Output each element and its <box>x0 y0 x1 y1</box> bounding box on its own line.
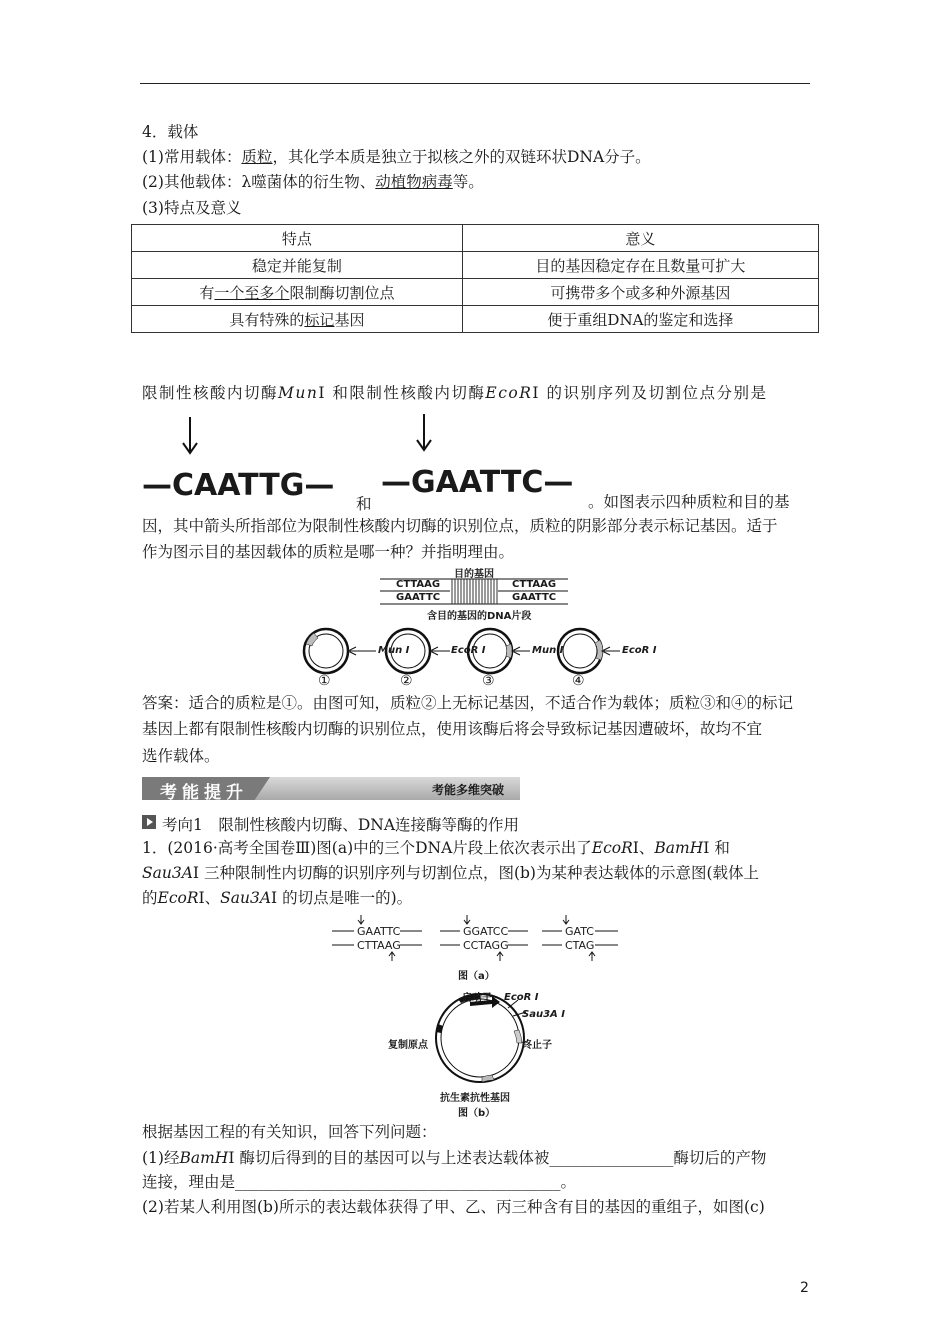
answer-blank[interactable]: __________________________________________ <box>235 1173 561 1191</box>
text-line <box>142 1148 766 1168</box>
plasmid-number: ① <box>318 673 331 689</box>
sequence-label: GAATTC <box>512 592 557 603</box>
origin-label: 复制原点 <box>388 1040 428 1051</box>
enzyme-label: EcoR Ⅰ <box>504 992 539 1003</box>
text: 和 <box>356 495 372 513</box>
text-line: (3)特点及意义 <box>142 199 242 217</box>
underlined-answer: 一个至多个 <box>214 283 290 302</box>
text: (2)其他载体：λ噬菌体的衍生物、 <box>142 173 376 191</box>
text-line <box>142 838 730 858</box>
banner-title: 考能提升 <box>160 783 248 803</box>
plasmid-4 <box>558 629 620 673</box>
text: 限制性核酸内切酶 <box>142 384 279 402</box>
text: Ⅰ 的切点是唯一的)。 <box>271 889 413 907</box>
text-line <box>142 147 651 167</box>
eco-recognition-sequence: —GAATTC— <box>381 465 574 500</box>
terminator-label: 终止子 <box>522 1040 552 1051</box>
resistance-gene-label: 抗生素抗性基因 <box>440 1093 510 1104</box>
answer-line: 答案：适合的质粒是①。由图可知，质粒②上无标记基因，不适合作为载体；质粒③和④的标记 <box>142 694 794 712</box>
enzyme-name: EcoR <box>485 384 533 402</box>
enzyme-name: BamH <box>654 839 704 857</box>
text: Ⅰ 酶切后得到的目的基因可以与上述表达载体被 <box>228 1149 550 1167</box>
enzyme-label: Sau3A Ⅰ <box>522 1009 565 1020</box>
text: 的 <box>142 889 158 907</box>
text: 等。 <box>452 173 484 191</box>
text-line <box>142 1172 576 1192</box>
enzyme-name: Sau3A <box>142 864 193 882</box>
answer-blank[interactable]: ________________ <box>549 1149 674 1167</box>
text: Ⅰ、 <box>198 889 221 907</box>
text: 限制酶切割位点 <box>289 283 395 302</box>
plasmid-number: ② <box>400 673 413 689</box>
table-row <box>132 279 819 306</box>
page-number: 2 <box>800 1280 809 1296</box>
plasmid-number: ④ <box>572 673 585 689</box>
figure-caption: 图（a） <box>458 971 495 982</box>
sequence-label: CCTAGG <box>463 939 509 952</box>
text: Ⅰ、 <box>632 839 655 857</box>
section-banner <box>142 777 520 803</box>
text: 有 <box>199 283 215 302</box>
enzyme-name: BamH <box>179 1149 229 1167</box>
enzyme-name: EcoR <box>157 889 199 907</box>
table-row <box>132 306 819 333</box>
enzyme-label: EcoR Ⅰ <box>451 645 486 656</box>
text: 酶切后的产物 <box>673 1149 767 1167</box>
table-cell: 便于重组DNA的鉴定和选择 <box>462 306 818 333</box>
play-icon <box>142 815 156 829</box>
text: 。如图表示四种质粒和目的基 <box>588 493 790 511</box>
sequence-label: GATC <box>565 925 594 938</box>
sequence-label: CTTAAG <box>512 579 557 590</box>
text-line <box>142 863 759 883</box>
plasmid-1 <box>304 629 376 673</box>
down-arrow-icon <box>180 415 200 455</box>
text-line: (2)若某人利用图(b)所示的表达载体获得了甲、乙、丙三种含有目的基因的重组子，如图(c) <box>142 1198 765 1216</box>
sequence-label: GGATCC <box>463 925 509 938</box>
text: Ⅰ 和 <box>703 839 730 857</box>
table-cell <box>132 279 463 306</box>
sequence-label: CTTAAG <box>357 939 401 952</box>
answer-line: 基因上都有限制性核酸内切酶的识别位点，使用该酶后将会导致标记基因遭破坏，故均不宜 <box>142 720 763 738</box>
plasmid-number: ③ <box>482 673 495 689</box>
enzyme-name: Sau3A <box>220 889 272 907</box>
section-heading: 4．载体 <box>142 123 199 141</box>
text: (1)经 <box>142 1149 180 1167</box>
text-line: 根据基因工程的有关知识，回答下列问题： <box>142 1123 437 1141</box>
mun-recognition-sequence: —CAATTG— <box>142 468 335 503</box>
text-line: 作为图示目的基因载体的质粒是哪一种？并指明理由。 <box>142 543 515 561</box>
text: 。 <box>560 1173 577 1191</box>
down-arrow-icon <box>414 412 434 452</box>
sequence-label: CTTAAG <box>396 579 441 590</box>
underlined-answer: 质粒 <box>241 148 273 166</box>
table-cell: 稳定并能复制 <box>132 252 463 279</box>
text: Ⅰ 的识别序列及切割位点分别是 <box>532 384 768 402</box>
text-line <box>142 172 484 192</box>
underlined-answer: 动植物病毒 <box>375 173 453 191</box>
figure-caption: 含目的基因的DNA片段 <box>427 611 532 622</box>
text-line: 因，其中箭头所指部位为限制性核酸内切酶的识别位点，质粒的阴影部分表示标记基因。适于 <box>142 517 778 535</box>
table-cell <box>132 306 463 333</box>
table-header-row <box>132 225 819 252</box>
table-row <box>132 252 819 279</box>
enzyme-label: EcoR Ⅰ <box>622 645 657 656</box>
answer-line: 选作载体。 <box>142 747 220 765</box>
underlined-answer: 标记 <box>304 310 335 329</box>
table-cell: 目的基因稳定存在且数量可扩大 <box>462 252 818 279</box>
enzyme-name: Mun <box>278 384 319 402</box>
text: 具有特殊的 <box>229 310 305 329</box>
promoter-label: 启动子 <box>462 993 492 1004</box>
features-table <box>131 224 819 333</box>
text: ，其化学本质是独立于拟核之外的双链环状DNA分子。 <box>272 148 651 166</box>
enzyme-name: EcoR <box>591 839 633 857</box>
sequence-label: GAATTC <box>396 592 441 603</box>
sequence-label: CTAG <box>565 939 595 952</box>
text: 1．(2016·高考全国卷Ⅲ)图(a)中的三个DNA片段上依次表示出了 <box>142 839 592 857</box>
text: (1)常用载体： <box>142 148 242 166</box>
enzyme-label: Mun Ⅰ <box>378 645 410 656</box>
banner-subtitle: 考能多维突破 <box>432 783 505 797</box>
table-header: 特点 <box>132 225 463 252</box>
text-line <box>142 888 412 908</box>
figure-label: 目的基因 <box>454 569 494 580</box>
text: 连接，理由是 <box>142 1173 236 1191</box>
topic-heading: 考向1 限制性核酸内切酶、DNA连接酶等酶的作用 <box>162 816 520 834</box>
enzyme-label: Mun Ⅰ <box>532 645 564 656</box>
table-header: 意义 <box>462 225 818 252</box>
header-rule <box>140 83 810 84</box>
figure-caption: 图（b） <box>458 1108 496 1119</box>
text: Ⅰ 和限制性核酸内切酶 <box>318 384 486 402</box>
text: 基因 <box>334 310 365 329</box>
text: Ⅰ 三种限制性内切酶的识别序列与切割位点，图(b)为某种表达载体的示意图(载体上 <box>192 864 760 882</box>
sequence-label: GAATTC <box>357 925 401 938</box>
text-line <box>142 383 767 403</box>
table-cell: 可携带多个或多种外源基因 <box>462 279 818 306</box>
